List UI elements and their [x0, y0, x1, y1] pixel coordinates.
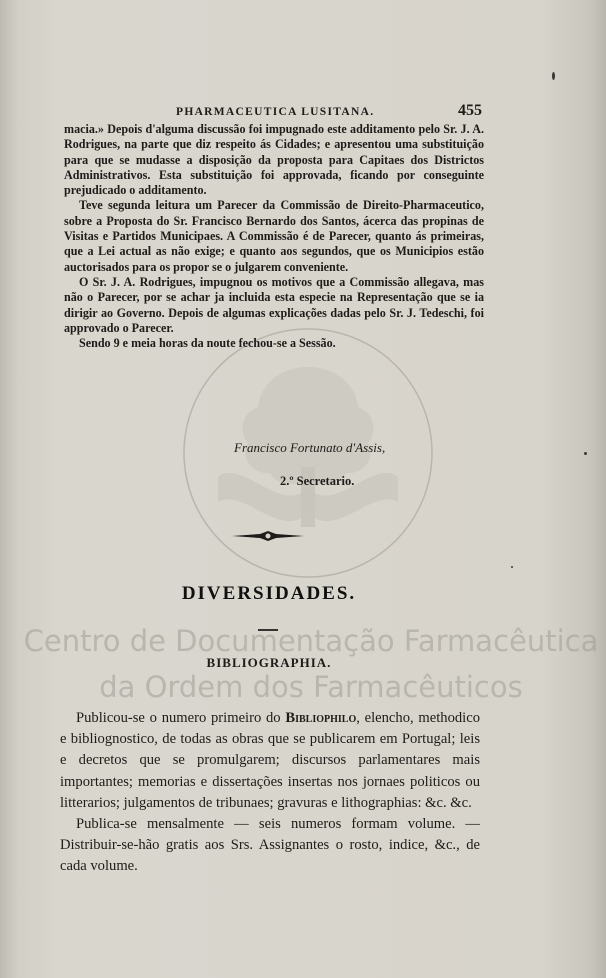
page-number: 455: [458, 102, 482, 119]
section-title: DIVERSIDADES.: [181, 583, 357, 604]
bibliography-notice: [60, 708, 480, 878]
scan-speck: [584, 452, 587, 455]
minutes-paragraph: Sendo 9 e meia horas da noute fechou-se a Sessão.: [79, 336, 336, 351]
subsection-title: BIBLIOGRAPHIA.: [206, 655, 332, 670]
watermark-text-line: Centro de Documentação Farmacêutica: [23, 624, 599, 658]
bibliography-paragraph: Publica-se mensalmente — seis numeros formam volume. — Distribuir-se-hão gratis aos Srs. Assignantes o rosto, indice, &c., de cada volume.: [60, 816, 480, 875]
page-header: [64, 104, 482, 122]
minutes-paragraph: macia.» Depois d'alguma discussão foi impugnado este additamento pelo Sr. J. A. Rodrigues, na parte que diz respeito ás Cidades; e apresentou uma substituição para que se mudasse a disposição da proposta para Capitaes dos Districtos Administrativos. Esta substituição foi approvada, ficando por conseguinte prejudicado o additamento.: [64, 122, 484, 198]
running-head: PHARMACEUTICA LUSITANA.: [176, 106, 375, 118]
divider-ornament: [230, 529, 306, 543]
watermark-text-line: da Ordem dos Farmacêuticos: [99, 670, 523, 704]
bibliography-text: Publicou-se o numero primeiro do: [76, 710, 281, 726]
minutes-paragraph: O Sr. J. A. Rodrigues, impugnou os motivos que a Commissão allegava, mas não o Parecer, por se achar ja incluida esta especie na Representação que se ia dirigir ao Governo. Depois de algumas explicações dadas pelo Sr. J. Tedeschi, foi approvado o Parecer.: [64, 274, 484, 335]
bibliography-text: , elencho, methodico e bibliognostico, de todas as obras que se publicarem em Portugal; leis e decretos que se promulgarem; discursos parlamentares mais importantes; memorias e dissertações insertas nos jornaes politicos ou litterarios; julgamentos de tribunaes; gravuras e lithographias: &c. &c.: [60, 710, 480, 811]
session-minutes: [64, 122, 484, 351]
periodical-title: Bibliophilo: [285, 710, 357, 726]
minutes-paragraph: Teve segunda leitura um Parecer da Commissão de Direito-Pharmaceutico, sobre a Proposta do Sr. Francisco Bernardo dos Santos, ácerca das propinas de Visitas e Partidos Municipaes. A Commissão é de Parecer, quanto ás primeiras, que a Lei actual as não exige; e quanto aos segundos, que os Municipios estão auctorisados para os propor se o julgarem conveniente.: [64, 198, 484, 274]
scan-speck: [511, 566, 513, 568]
secretary-signature: Francisco Fortunato d'Assis,: [234, 440, 386, 455]
secretary-role: 2.º Secretario.: [280, 474, 355, 488]
scan-speck: [552, 72, 555, 80]
bibliography-paragraph: [60, 708, 480, 814]
